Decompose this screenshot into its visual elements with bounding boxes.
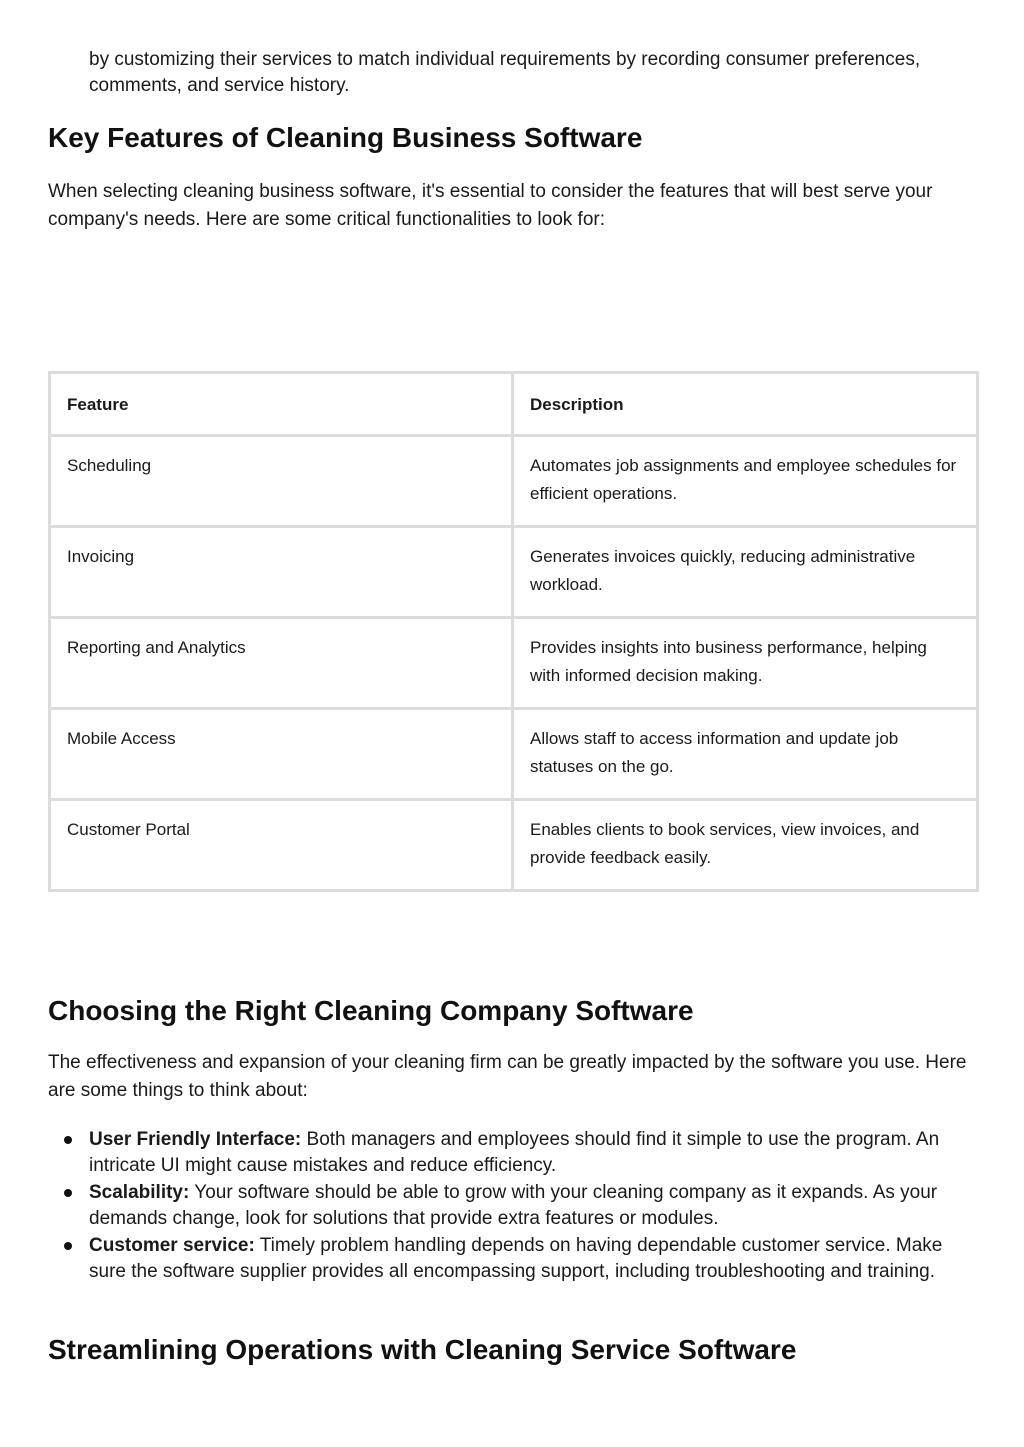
bullet-icon [64,1189,72,1197]
key-features-paragraph: When selecting cleaning business software, it's essential to consider the features that will best serve your company's needs. Here are some critical functionalities to look for: [48,181,933,230]
feature-cell: Invoicing [50,527,513,618]
table-row [50,709,978,800]
list-item [48,1127,976,1179]
list-item-term: Customer service: [89,1235,255,1256]
considerations-list [48,1127,976,1286]
bullet-icon [64,1242,72,1250]
table-row [50,436,978,527]
table-header-feature: Feature [50,373,513,436]
description-cell: Enables clients to book services, view invoices, and provide feedback easily. [513,800,978,891]
intro-continuation-text: by customizing their services to match individual requirements by recording consumer preferences, comments, and service history. [89,49,921,96]
table-row [50,618,978,709]
choosing-software-paragraph: The effectiveness and expansion of your cleaning firm can be greatly impacted by the software you use. Here are some things to think about: [48,1052,967,1101]
table-header-description: Description [513,373,978,436]
feature-cell: Scheduling [50,436,513,527]
feature-cell: Mobile Access [50,709,513,800]
features-table [48,371,979,892]
description-cell: Automates job assignments and employee schedules for efficient operations. [513,436,978,527]
streamlining-heading: Streamlining Operations with Cleaning Service Software [48,1334,797,1365]
choosing-software-heading: Choosing the Right Cleaning Company Software [48,995,694,1026]
list-item [48,1180,976,1232]
list-item-text: Timely problem handling depends on having dependable customer service. Make sure the software supplier provides all encompassing support, including troubleshooting and training. [89,1235,943,1282]
description-cell: Generates invoices quickly, reducing administrative workload. [513,527,978,618]
list-item-term: User Friendly Interface: [89,1129,302,1150]
feature-cell: Reporting and Analytics [50,618,513,709]
list-item-text: Both managers and employees should find it simple to use the program. An intricate UI might cause mistakes and reduce efficiency. [89,1129,940,1176]
bullet-icon [64,1136,72,1144]
table-row [50,527,978,618]
feature-cell: Customer Portal [50,800,513,891]
table-header-row [50,373,978,436]
list-item-text: Your software should be able to grow with your cleaning company as it expands. As your demands change, look for solutions that provide extra features or modules. [89,1182,938,1229]
description-cell: Allows staff to access information and update job statuses on the go. [513,709,978,800]
description-cell: Provides insights into business performance, helping with informed decision making. [513,618,978,709]
list-item [48,1233,976,1285]
key-features-heading: Key Features of Cleaning Business Software [48,122,643,153]
table-row [50,800,978,891]
list-item-term: Scalability: [89,1182,190,1203]
